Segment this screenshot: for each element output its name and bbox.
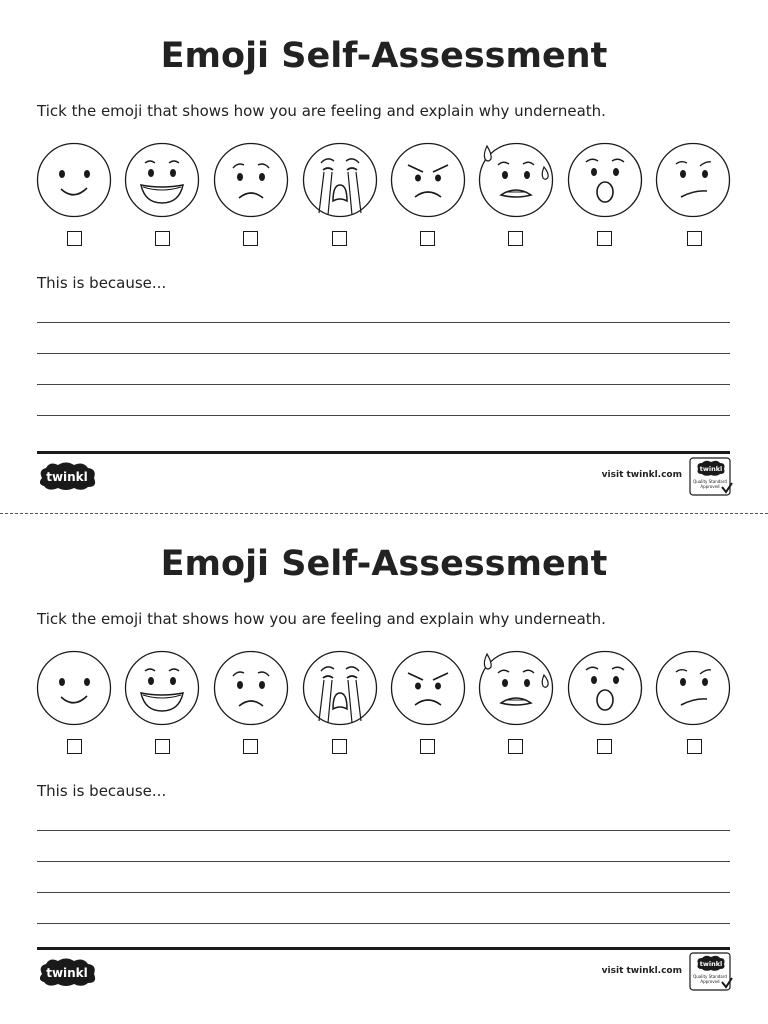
twinkl-logo[interactable] — [36, 460, 98, 496]
sad-face-icon[interactable] — [212, 649, 290, 727]
svg-text:Quality Standard: Quality Standard — [693, 974, 727, 979]
angry-face-icon[interactable] — [389, 141, 467, 219]
checkbox-angry[interactable] — [420, 739, 435, 754]
page-title: Emoji Self-Assessment — [160, 544, 608, 584]
svg-text:Approved: Approved — [700, 979, 720, 984]
svg-text:Approved: Approved — [700, 484, 720, 489]
instructions-text: Tick the emoji that shows how you are feeling and explain why underneath. — [37, 610, 606, 628]
because-label: This is because... — [37, 274, 167, 292]
because-label: This is because... — [37, 782, 167, 800]
visit-link[interactable]: visit twinkl.com — [601, 966, 682, 976]
checkbox-grin[interactable] — [155, 231, 170, 246]
worried-sweat-face-icon[interactable] — [477, 141, 555, 219]
instructions-text: Tick the emoji that shows how you are feeling and explain why underneath. — [37, 102, 606, 120]
confused-face-icon[interactable] — [654, 141, 732, 219]
svg-text:Quality Standard: Quality Standard — [693, 479, 727, 484]
svg-text:twinkl: twinkl — [46, 470, 88, 484]
confused-face-icon[interactable] — [654, 649, 732, 727]
sad-face-icon[interactable] — [212, 141, 290, 219]
crying-face-icon[interactable] — [301, 649, 379, 727]
worksheet-1 — [0, 0, 768, 510]
checkbox-crying[interactable] — [332, 739, 347, 754]
worried-sweat-face-icon[interactable] — [477, 649, 555, 727]
svg-text:twinkl: twinkl — [46, 966, 88, 980]
surprised-face-icon[interactable] — [566, 649, 644, 727]
writing-line[interactable] — [37, 384, 730, 385]
smile-face-icon[interactable] — [35, 141, 113, 219]
checkbox-smile[interactable] — [67, 231, 82, 246]
checkbox-row — [0, 739, 768, 759]
checkbox-grin[interactable] — [155, 739, 170, 754]
page-title: Emoji Self-Assessment — [160, 36, 608, 76]
writing-line[interactable] — [37, 830, 730, 831]
checkbox-sad[interactable] — [243, 739, 258, 754]
quality-badge — [689, 457, 733, 501]
checkbox-confused[interactable] — [687, 231, 702, 246]
worksheet-2 — [0, 508, 768, 1020]
checkbox-worried[interactable] — [508, 739, 523, 754]
visit-link[interactable]: visit twinkl.com — [601, 470, 682, 480]
writing-line[interactable] — [37, 892, 730, 893]
checkbox-row — [0, 231, 768, 251]
smile-face-icon[interactable] — [35, 649, 113, 727]
footer-rule — [37, 947, 730, 950]
writing-line[interactable] — [37, 861, 730, 862]
checkbox-smile[interactable] — [67, 739, 82, 754]
checkbox-worried[interactable] — [508, 231, 523, 246]
checkbox-surprised[interactable] — [597, 739, 612, 754]
checkbox-crying[interactable] — [332, 231, 347, 246]
grin-face-icon[interactable] — [123, 141, 201, 219]
writing-line[interactable] — [37, 322, 730, 323]
checkbox-surprised[interactable] — [597, 231, 612, 246]
svg-text:twinkl: twinkl — [699, 960, 723, 968]
emoji-row — [0, 649, 768, 729]
writing-line[interactable] — [37, 415, 730, 416]
crying-face-icon[interactable] — [301, 141, 379, 219]
checkbox-angry[interactable] — [420, 231, 435, 246]
grin-face-icon[interactable] — [123, 649, 201, 727]
writing-line[interactable] — [37, 353, 730, 354]
emoji-row — [0, 141, 768, 221]
writing-line[interactable] — [37, 923, 730, 924]
svg-text:twinkl: twinkl — [699, 465, 723, 473]
footer-rule — [37, 451, 730, 454]
checkbox-confused[interactable] — [687, 739, 702, 754]
surprised-face-icon[interactable] — [566, 141, 644, 219]
quality-badge — [689, 952, 733, 996]
checkbox-sad[interactable] — [243, 231, 258, 246]
angry-face-icon[interactable] — [389, 649, 467, 727]
twinkl-logo[interactable] — [36, 956, 98, 992]
